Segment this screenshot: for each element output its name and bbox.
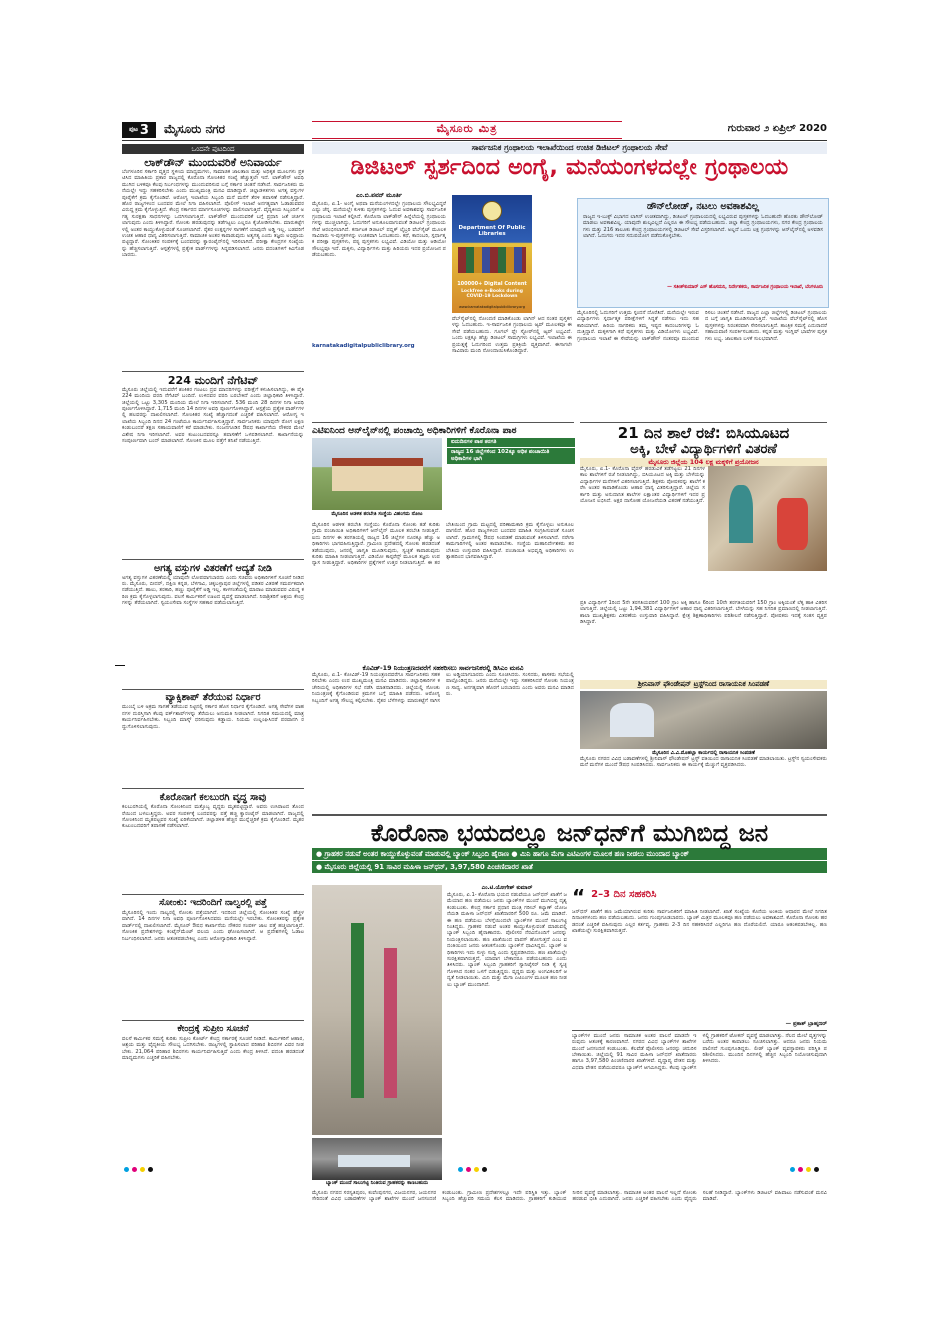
school-body: ಮೈಸೂರು, ಏ.1- ಕೊರೊನಾ ವೈರಸ್ ಹರಡುವಿಕೆ ತಡೆಗಟ್ಟಲು 21 ದಿನಗಳ ಕಾಲ ಶಾಲೆಗಳಿಗೆ ರಜೆ ನೀಡಲಾಗಿದ್ದು, ಬಿಸಿಯೂಟದ ಅಕ್ಕಿ ಮತ್ತು ಬೇಳೆಯನ್ನು ವಿದ್ಯಾರ್ಥಿಗಳ ಮನೆಗಳಿಗೆ ವಿತರಿಸಲಾಗುತ್ತಿದೆ. ಶಿಕ್ಷಕರು ಪೋಷಕರನ್ನು ಶಾಲೆಗೆ ಕರೆಸಿ ಅಂತರ ಕಾಪಾಡಿಕೊಂಡು ಆಹಾರ ಧಾನ್ಯ ವಿತರಿಸುತ್ತಿದ್ದಾರೆ. ಜಿಲ್ಲೆಯ ಸರ್ಕಾರಿ ಮತ್ತು ಅನುದಾನಿತ ಶಾಲೆಗಳ ಲಕ್ಷಾಂತರ ವಿದ್ಯಾರ್ಥಿಗಳಿಗೆ ಇದರ ಪ್ರಯೋಜನ ಲಭಿಸಿದೆ. ಅಕ್ಷರ ದಾಸೋಹ ಯೋಜನೆಯಡಿ ವಿತರಣೆ ನಡೆಯುತ್ತಿದೆ. bbox=[580, 466, 705, 505]
story-supreme-body: ವಲಸೆ ಕಾರ್ಮಿಕರ ಸಮಸ್ಯೆ ಕುರಿತು ಸುಪ್ರೀಂ ಕೋರ್ಟ್ ಕೇಂದ್ರ ಸರ್ಕಾರಕ್ಕೆ ಸೂಚನೆ ನೀಡಿದೆ. ಕಾರ್ಮಿಕರಿಗೆ ಆಹಾರ, ಆಶ್ರಯ ಮತ್ತು ವೈದ್ಯಕೀಯ ಸೌಲಭ್ಯ ಒದಗಿಸಬೇಕು. ರಾಜ್ಯಗಳಲ್ಲಿ ಸ್ಥಾಪಿಸಲಾದ ಪರಿಹಾರ ಶಿಬಿರಗಳ ವಿವರ ನೀಡಬೇಕು. 21,064 ಪರಿಹಾರ ಶಿಬಿರಗಳು ಕಾರ್ಯನಿರ್ವಹಿಸುತ್ತಿವೆ ಎಂದು ಕೇಂದ್ರ ತಿಳಿಸಿದೆ. ವದಂತಿ ಹರಡದಂತೆ ಮಾಧ್ಯಮಗಳು ಎಚ್ಚರಿಕೆ ವಹಿಸಬೇಕು. bbox=[122, 1035, 304, 1061]
panchayat-photo-caption-wrap bbox=[312, 511, 442, 517]
books-illustration-icon bbox=[458, 247, 526, 273]
panchayat-photo-caption: ಮೈಸೂರಿನ ಆಡಳಿತ ತರಬೇತಿ ಸಂಸ್ಥೆಯ ವಿಹಂಗಮ ನೋಟ bbox=[331, 511, 423, 517]
school-caption-wrap bbox=[580, 750, 827, 804]
paper-logo: ಮೈಸೂರು ಮಿತ್ರ bbox=[312, 121, 622, 139]
story-death-body: ಕಲಬುರಗಿಯಲ್ಲಿ ಕೊರೊನಾ ಸೋಂಕಿನಿಂದ ಮತ್ತೊಬ್ಬ ವೃದ್ಧರು ಮೃತಪಟ್ಟಿದ್ದಾರೆ. ಅವರು ಉಸಿರಾಟದ ತೊಂದರೆಯಿಂದ ಬಳಲುತ್ತಿದ್ದರು. ಅವರ ಸಂಪರ್ಕಕ್ಕೆ ಬಂದವರನ್ನು ಪತ್ತೆ ಹಚ್ಚಿ ಕ್ವಾರಂಟೈನ್ ಮಾಡಲಾಗಿದೆ. ರಾಜ್ಯದಲ್ಲಿ ಸೋಂಕಿನಿಂದ ಮೃತಪಟ್ಟವರ ಸಂಖ್ಯೆ ಏರಿಕೆಯಾಗಿದೆ. ಜಿಲ್ಲಾಡಳಿತ ಹೆಚ್ಚಿನ ಮುನ್ನೆಚ್ಚರಿಕೆ ಕ್ರಮ ಕೈಗೊಂಡಿದೆ. ಮೃತರ ಕುಟುಂಬದವರಿಗೆ ತಪಾಸಣೆ ನಡೆಸಲಾಗಿದೆ. bbox=[122, 804, 304, 830]
bank-queue-photo bbox=[312, 885, 442, 1135]
spray-photo-caption: ಮೈಸೂರಿನ ವಿ.ವಿ.ಮೊಹಲ್ಲಾ ಕಾರ್ಯದಲ್ಲಿ ರಾಸಾಯನಿಕ ಸಿಂಪಡಣೆ bbox=[652, 750, 755, 756]
jan-dhan-strap-3-text: ಮೈಸೂರು ಜಿಲ್ಲೆಯಲ್ಲಿ 91 ಸಾವಿರ ಮಹಿಳಾ ಜನ್‌ಧನ್, 3,97,580 ಪಿಂಚಣಿದಾರರ ಖಾತೆ bbox=[324, 862, 533, 871]
panchayat-body-2: ಮೈಸೂರು, ಏ.1- ಕೋವಿಡ್-19 ನಿಯಂತ್ರಣದವರೆಗೂ ಸಾರ್ವಜನಿಕರು ಸಹಕರಿಸಬೇಕು ಎಂದು ಉಪ ಮುಖ್ಯಮಂತ್ರಿ ಮನವಿ ಮಾಡಿದರು. ಜಿಲ್ಲಾಧಿಕಾರಿಗಳ ಕಚೇರಿಯಲ್ಲಿ ಅಧಿಕಾರಿಗಳ ಸಭೆ ನಡೆಸಿ ಮಾತನಾಡಿದರು. ಜಿಲ್ಲೆಯಲ್ಲಿ ಸೋಂಕು ನಿಯಂತ್ರಣಕ್ಕೆ ಕೈಗೊಂಡಿರುವ ಕ್ರಮಗಳ ಬಗ್ಗೆ ಮಾಹಿತಿ ಪಡೆದರು. ಆರೋಗ್ಯ ಸಿಬ್ಬಂದಿಗೆ ಅಗತ್ಯ ಸೌಲಭ್ಯ ಕಲ್ಪಿಸಬೇಕು. ರೈತರ ಬೆಳೆಗಳನ್ನು ಮಾರುಕಟ್ಟೆಗೆ ಸಾಗಿಸಲು ಅಡ್ಡಿಯಾಗಬಾರದು ಎಂದು ಸೂಚಿಸಿದರು. ಸಂಸದರು, ಶಾಸಕರು ಸಭೆಯಲ್ಲಿ ಪಾಲ್ಗೊಂಡಿದ್ದರು. ಜನರು ಮನೆಯಲ್ಲೇ ಇದ್ದು ಸಹಕರಿಸಿದರೆ ಸೋಂಕು ನಿಯಂತ್ರಣ ಸಾಧ್ಯ. ಅನಗತ್ಯವಾಗಿ ಹೊರಗೆ ಬರಬಾರದು ಎಂದು ಅವರು ಮನವಿ ಮಾಡಿದರು. bbox=[312, 672, 574, 704]
school-headline-2: ಅಕ್ಕಿ, ಬೇಳೆ ವಿದ್ಯಾರ್ಥಿಗಳಿಗೆ ವಿತರಣೆ bbox=[630, 442, 777, 458]
jan-dhan-body-3: ಮೈಸೂರು ನಗರದ ಸರಸ್ವತಿಪುರಂ, ಕುವೆಂಪುನಗರ, ವಿಜಯನಗರ, ಜಯನಗರ ಸೇರಿದಂತೆ ವಿವಿಧ ಬಡಾವಣೆಗಳ ಬ್ಯಾಂಕ್ ಶಾಖೆಗಳ ಮುಂದೆ ಜನಸಂದಣಿ ಕಂಡುಬಂತು. ಗ್ರಾಮೀಣ ಪ್ರದೇಶಗಳಲ್ಲೂ ಇದೇ ಪರಿಸ್ಥಿತಿ ಇತ್ತು. ಬ್ಯಾಂಕ್ ಸಿಬ್ಬಂದಿ ಹೆಚ್ಚುವರಿ ಸಮಯ ಕೆಲಸ ಮಾಡಿದರು. ಗ್ರಾಹಕರಿಗೆ ಕುಡಿಯುವ ನೀರಿನ ವ್ಯವಸ್ಥೆ ಮಾಡಲಾಗಿತ್ತು. ಸಾಮಾಜಿಕ ಅಂತರ ಪಾಲನೆ ಇಲ್ಲದೆ ಸೋಂಕು ಹರಡುವ ಭೀತಿ ಎದುರಾಗಿದೆ. ಜನರು ಎಚ್ಚರಿಕೆ ವಹಿಸಬೇಕು ಎಂದು ವೈದ್ಯರು ಸಲಹೆ ನೀಡಿದ್ದಾರೆ. ಬ್ಯಾಂಕ್‌ಗಳು ಡಿಜಿಟಲ್ ವಹಿವಾಟು ನಡೆಸುವಂತೆ ಮನವಿ ಮಾಡಿವೆ. bbox=[312, 1190, 827, 1203]
top-story-col1 bbox=[312, 192, 446, 349]
jan-dhan-byline: ಎಂ.ಟಿ.ಯೋಗೇಶ್ ಕುಮಾರ್ bbox=[481, 885, 533, 891]
panchayat-body-wrap bbox=[312, 522, 574, 794]
jan-dhan-bottom bbox=[312, 1190, 827, 1238]
registration-marks-center bbox=[458, 1167, 487, 1172]
story-negative-title: 224 ಮಂದಿಗೆ ನೆಗೆಟಿವ್ bbox=[167, 373, 259, 387]
jan-dhan-body-1: ಮೈಸೂರು, ಏ.1- ಕೊರೊನಾ ಭಯದ ನಡುವೆಯೂ ಜನ್‌ಧನ್ ಖಾತೆಗೆ ಜಮೆಯಾದ ಹಣ ಪಡೆಯಲು ಜನರು ಬ್ಯಾಂಕ್‌ಗಳ ಮುಂದೆ ಮುಗಿಬಿದ್ದ ದೃಶ್ಯ ಕಂಡುಬಂತು. ಕೇಂದ್ರ ಸರ್ಕಾರ ಪ್ರಧಾನ ಮಂತ್ರಿ ಗರೀಬ್ ಕಲ್ಯಾಣ್ ಯೋಜನೆಯಡಿ ಮಹಿಳಾ ಜನ್‌ಧನ್ ಖಾತೆದಾರರಿಗೆ 500 ರೂ. ಜಮೆ ಮಾಡಿದೆ. ಈ ಹಣ ಪಡೆಯಲು ಬೆಳಗ್ಗೆಯಿಂದಲೇ ಬ್ಯಾಂಕ್‌ಗಳ ಮುಂದೆ ಸಾಲುಗಟ್ಟಿ ನಿಂತಿದ್ದರು. ಗ್ರಾಹಕರ ನಡುವೆ ಅಂತರ ಕಾಯ್ದುಕೊಳ್ಳುವಂತೆ ಮಾಡುವಲ್ಲಿ ಬ್ಯಾಂಕ್ ಸಿಬ್ಬಂದಿ ಹೈರಾಣಾದರು. ಪೊಲೀಸರ ನೆರವಿನೊಂದಿಗೆ ಜನರನ್ನು ನಿಯಂತ್ರಿಸಲಾಯಿತು. ಹಣ ಖಾತೆಯಿಂದ ವಾಪಸ್ ಹೋಗುತ್ತದೆ ಎಂಬ ವದಂತಿಯಿಂದ ಜನರು ಆತಂಕಗೊಂಡು ಬ್ಯಾಂಕ್‌ಗೆ ಧಾವಿಸಿದ್ದರು. ಬ್ಯಾಂಕ್ ಅಧಿಕಾರಿಗಳು ಇದು ಸುಳ್ಳು ಸುದ್ದಿ ಎಂದು ಸ್ಪಷ್ಟಪಡಿಸಿದರು. ಹಣ ಖಾತೆಯಲ್ಲೇ ಸುರಕ್ಷಿತವಾಗಿರುತ್ತದೆ, ಯಾವಾಗ ಬೇಕಾದರೂ ಪಡೆಯಬಹುದು ಎಂದು ತಿಳಿಸಿದರು. ಬ್ಯಾಂಕ್ ಸಿಬ್ಬಂದಿ ಗ್ರಾಹಕರಿಗೆ ಸ್ಯಾನಿಟೈಸರ್ ನೀಡಿ ಕೈ ಸ್ವಚ್ಛಗೊಳಿಸಿದ ನಂತರ ಒಳಗೆ ಬಿಡುತ್ತಿದ್ದರು. ವೃದ್ಧರು ಮತ್ತು ಅಂಗವಿಕಲರಿಗೆ ಆದ್ಯತೆ ನೀಡಲಾಯಿತು. ಮಿನಿ ಮತ್ತು ಮೆಗಾ ಎಟಿಎಂಗಳ ಮೂಲಕ ಹಣ ನೀಡಲು ಬ್ಯಾಂಕ್ ಮುಂದಾಗಿದೆ. bbox=[447, 892, 567, 988]
digital-library-poster bbox=[452, 195, 532, 313]
jan-dhan-strap-3: ● ಮೈಸೂರು ಜಿಲ್ಲೆಯಲ್ಲಿ 91 ಸಾವಿರ ಮಹಿಳಾ ಜನ್‌ಧನ್, 3,97,580 ಪಿಂಚಣಿದಾರರ ಖಾತೆ bbox=[312, 861, 827, 873]
panchayat-story bbox=[312, 420, 574, 437]
school-strap: ಮೈಸೂರು ಜಿಲ್ಲೆಯ 104 ಲಕ್ಷ ಮಕ್ಕಳಿಗೆ ಪ್ರಯೋಜನ bbox=[580, 458, 827, 467]
poster-tagline: Lockfree e-Books during COVID-19 Lockdown bbox=[461, 289, 523, 299]
page-label: ಪುಟ bbox=[129, 126, 138, 133]
training-institute-photo bbox=[312, 438, 442, 510]
jan-dhan-quote-box bbox=[572, 885, 827, 1193]
panchayat-bullets bbox=[447, 438, 575, 464]
panchayat-body: ಮೈಸೂರಿನ ಆಡಳಿತ ತರಬೇತಿ ಸಂಸ್ಥೆಯು ಕೊರೊನಾ ಸೋಂಕು ತಡೆ ಕುರಿತು ಗ್ರಾಮ ಪಂಚಾಯಿತಿ ಅಧಿಕಾರಿಗಳಿಗೆ ಆನ್‌ಲೈನ್ ಮೂಲಕ ತರಬೇತಿ ನೀಡುತ್ತಿದೆ. ಐದು ದಿನಗಳ ಈ ತರಗತಿಯಲ್ಲಿ ರಾಜ್ಯದ 16 ಜಿಲ್ಲೆಗಳ ನೂರಕ್ಕೂ ಹೆಚ್ಚು ಅಧಿಕಾರಿಗಳು ಭಾಗವಹಿಸುತ್ತಿದ್ದಾರೆ. ಗ್ರಾಮೀಣ ಪ್ರದೇಶದಲ್ಲಿ ಸೋಂಕು ಹರಡದಂತೆ ತಡೆಯುವುದು, ಜನರಲ್ಲಿ ಜಾಗೃತಿ ಮೂಡಿಸುವುದು, ಸ್ವಚ್ಛತೆ ಕಾಪಾಡುವುದು ಕುರಿತು ಮಾಹಿತಿ ನೀಡಲಾಗುತ್ತಿದೆ. ವಿಡಿಯೋ ಕಾನ್ಫರೆನ್ಸ್ ಮೂಲಕ ತಜ್ಞರು ಉಪನ್ಯಾಸ ನೀಡುತ್ತಿದ್ದಾರೆ. ಅಧಿಕಾರಿಗಳ ಪ್ರಶ್ನೆಗಳಿಗೆ ಉತ್ತರ ನೀಡಲಾಗುತ್ತಿದೆ. ಈ ತರಬೇತಿಯಿಂದ ಗ್ರಾಮ ಮಟ್ಟದಲ್ಲಿ ಪರಿಣಾಮಕಾರಿ ಕ್ರಮ ಕೈಗೊಳ್ಳಲು ಅನುಕೂಲವಾಗಲಿದೆ. ಹೊರ ರಾಜ್ಯಗಳಿಂದ ಬಂದವರ ಮಾಹಿತಿ ಸಂಗ್ರಹಿಸುವಂತೆ ಸೂಚಿಸಲಾಗಿದೆ. ಗ್ರಾಮಗಳಲ್ಲಿ ಔಷಧ ಸಿಂಪಡಣೆ ಮಾಡುವಂತೆ ತಿಳಿಸಲಾಗಿದೆ. ನರೇಗಾ ಕಾಮಗಾರಿಗಳಲ್ಲಿ ಅಂತರ ಕಾಪಾಡಬೇಕು. ಸಂಸ್ಥೆಯ ಮಹಾನಿರ್ದೇಶಕರು ತರಬೇತಿಯ ಉಸ್ತುವಾರಿ ವಹಿಸಿದ್ದಾರೆ. ಪಂಚಾಯಿತಿ ಅಭಿವೃದ್ಧಿ ಅಧಿಕಾರಿಗಳು ಉತ್ಸಾಹದಿಂದ ಭಾಗವಹಿಸಿದ್ದಾರೆ. bbox=[312, 522, 574, 567]
top-story-col3 bbox=[577, 310, 827, 413]
info-box-title: ಡೌನ್‌ಲೋಡ್, ನಟಲು ಅವಕಾಶವಿಲ್ಲ bbox=[647, 201, 759, 212]
info-box-body: ರಾಜ್ಯದ ಇ-ಬುಕ್ಸ್ ವಿಭಾಗದ ಲಾಗಿನ್ ಉಚಿತವಾಗಿದ್ದು, ಡಿಜಿಟಲ್ ಗ್ರಂಥಾಲಯದಲ್ಲಿ ಲಭ್ಯವಿರುವ ಪುಸ್ತಕಗಳನ್ನು ಓದಬಹುದೇ ಹೊರತು ಡೌನ್‌ಲೋಡ್ ಮಾಡಲು ಅವಕಾಶವಿಲ್ಲ. ಯಾವುದೇ ಶುಲ್ಕವಿಲ್ಲದೆ ಎಲ್ಲರೂ ಈ ಸೌಲಭ್ಯ ಪಡೆಯಬಹುದು. ಜಿಲ್ಲಾ ಕೇಂದ್ರ ಗ್ರಂಥಾಲಯಗಳು, ನಗರ ಕೇಂದ್ರ ಗ್ರಂಥಾಲಯಗಳು ಮತ್ತು 216 ತಾಲೂಕು ಕೇಂದ್ರ ಗ್ರಂಥಾಲಯಗಳಲ್ಲಿ ಡಿಜಿಟಲ್ ಸೇವೆ ವಿಸ್ತರಿಸಲಾಗಿದೆ. ಅಲ್ಲದೆ ಒಂದು ಲಕ್ಷ ಗ್ರಂಥಗಳನ್ನು ಆನ್‌ಲೈನ್‌ನಲ್ಲಿ ಅಳವಡಿಸಲಾಗಿದೆ. ಓದುಗರು ಇದರ ಸದುಪಯೋಗ ಪಡೆದುಕೊಳ್ಳಬೇಕು. bbox=[583, 214, 823, 240]
story-infection-body: ಮೈಸೂರಿನಲ್ಲಿ ಇಂದು ನಾಲ್ವರಲ್ಲಿ ಸೋಂಕು ಪತ್ತೆಯಾಗಿದೆ. ಇದರಿಂದ ಜಿಲ್ಲೆಯಲ್ಲಿ ಸೋಂಕಿತರ ಸಂಖ್ಯೆ ಹೆಚ್ಚಳವಾಗಿದೆ. 14 ದಿನಗಳ ನಿಗಾ ಅವಧಿ ಪೂರ್ಣಗೊಳಿಸಿದವರು ಮನೆಯಲ್ಲೇ ಇರಬೇಕು. ಸೋಂಕಿತರನ್ನು ಪ್ರತ್ಯೇಕ ವಾರ್ಡ್‌ನಲ್ಲಿ ದಾಖಲಿಸಲಾಗಿದೆ. ಮೈಸೂರ್ ಔಷಧ ಕಾರ್ಖಾನೆಯ ನೌಕರರ ಸಂಪರ್ಕ ಜಾಲ ಪತ್ತೆ ಹಚ್ಚಲಾಗುತ್ತಿದೆ. ಸೋಂಕಿತ ಪ್ರದೇಶಗಳನ್ನು ಕಂಟೈನ್‌ಮೆಂಟ್ ವಲಯ ಎಂದು ಘೋಷಿಸಲಾಗಿದೆ. ಆ ಪ್ರದೇಶಗಳಲ್ಲಿ ಓಡಾಟ ನಿರ್ಬಂಧಿಸಲಾಗಿದೆ. ಜನರು ಆತಂಕಪಡಬೇಕಿಲ್ಲ ಎಂದು ಆರೋಗ್ಯಾಧಿಕಾರಿ ತಿಳಿಸಿದ್ದಾರೆ. bbox=[122, 909, 304, 942]
panchayat-headline: ಎಟಿಐನಿಂದ ಆನ್‌ಲೈನ್‌ನಲ್ಲಿ ಪಂಚಾಯ್ತಿ ಅಧಿಕಾರಿಗಳಿಗೆ ಕೊರೊನಾ ಪಾಠ bbox=[312, 425, 517, 437]
panchayat-subhead: ಕೊವಿಡ್-19 ನಿಯಂತ್ರಣದವರೆಗೆ ಸಹಕರಿಸಲು ಸಾರ್ವಜನಿಕರಲ್ಲಿ ಡಿಸಿಎಂ ಮನವಿ bbox=[362, 664, 524, 672]
jan-dhan-col1 bbox=[447, 885, 567, 1138]
quote-signature: — ಪ್ರಕಾಶ್ ಬ್ರಾಹ್ಮಣರ್ bbox=[785, 1021, 827, 1027]
library-web-link[interactable]: karnatakadigitalpubliclibrary.org bbox=[312, 343, 415, 349]
masthead bbox=[122, 120, 827, 141]
story-workshop-title: ವ್ಯಾಕ್ಸಿಶಾಪ್ ತೆರೆಯುವ ನಿರ್ಧಾರ bbox=[165, 692, 261, 704]
quote-body: ಜನ್‌ಧನ್ ಖಾತೆಗೆ ಹಣ ಜಮೆಯಾಗಿರುವ ಕುರಿತು ಸಾರ್ವಜನಿಕರಿಗೆ ಮಾಹಿತಿ ನೀಡಲಾಗಿದೆ. ಖಾತೆ ಸಂಖ್ಯೆಯ ಕೊನೆಯ ಅಂಕಿಯ ಆಧಾರದ ಮೇಲೆ ನಿಗದಿತ ದಿನಾಂಕಗಳಂದು ಹಣ ಪಡೆಯಬಹುದು. ಜನರು ಗುಂಪುಗೂಡಬಾರದು. ಬ್ಯಾಂಕ್ ಮಿತ್ರರ ಮೂಲಕವೂ ಹಣ ಪಡೆಯಲು ಅವಕಾಶವಿದೆ. ಕೊರೊನಾ ಸೋಂಕು ಹರಡದಂತೆ ಎಚ್ಚರಿಕೆ ವಹಿಸುವುದು ಎಲ್ಲರ ಕರ್ತವ್ಯ. ಗ್ರಾಹಕರು 2-3 ದಿನ ಸಹಕರಿಸಿದರೆ ಎಲ್ಲರಿಗೂ ಹಣ ದೊರೆಯಲಿದೆ. ಯಾರೂ ಆತಂಕಪಡಬೇಕಿಲ್ಲ. ಹಣ ಖಾತೆಯಲ್ಲೇ ಸುರಕ್ಷಿತವಾಗಿರುತ್ತದೆ. bbox=[572, 909, 827, 935]
continued-box-header: ಒಂದನೇ ಪುಟದಿಂದ bbox=[122, 144, 304, 154]
quote-title: 2–3 ದಿನ ಸಹಕರಿಸಿ bbox=[591, 889, 657, 900]
top-story-body-2: ವೆಬ್‌ಸೈಟ್‌ನಲ್ಲಿ ನೋಂದಣಿ ಮಾಡಿಕೊಂಡು ಲಾಗಿನ್ ಆದ ನಂತರ ಪುಸ್ತಕಗಳನ್ನು ಓದಬಹುದು. ಇ-ಸಾರ್ವಜನಿಕ ಗ್ರಂಥಾಲಯ ಆ್ಯಪ್ ಮೂಲಕವೂ ಈ ಸೇವೆ ಪಡೆಯಬಹುದು. ಗೂಗಲ್ ಪ್ಲೇ ಸ್ಟೋರ್‌ನಲ್ಲಿ ಆ್ಯಪ್ ಲಭ್ಯವಿದೆ. ಒಂದು ಲಕ್ಷಕ್ಕೂ ಹೆಚ್ಚು ಡಿಜಿಟಲ್ ಸಾಮಗ್ರಿಗಳು ಲಭ್ಯವಿವೆ. ಇಲಾಖೆಯ ಈ ಪ್ರಯತ್ನಕ್ಕೆ ಓದುಗರಿಂದ ಉತ್ತಮ ಪ್ರತಿಕ್ರಿಯೆ ವ್ಯಕ್ತವಾಗಿದೆ. ಈಗಾಗಲೇ ಸಾವಿರಾರು ಮಂದಿ ನೋಂದಾಯಿಸಿಕೊಂಡಿದ್ದಾರೆ. bbox=[452, 316, 572, 355]
story-lockdown-title: ಲಾಕ್‌ಡೌನ್ ಮುಂದುವರಿಕೆ ಅನಿವಾರ್ಯ bbox=[144, 156, 282, 169]
spray-body: ಮೈಸೂರು ನಗರದ ವಿವಿಧ ಬಡಾವಣೆಗಳಲ್ಲಿ ಶ್ರೀನಿವಾಸ್ ಫೌಂಡೇಷನ್ ಟ್ರಸ್ಟ್ ವತಿಯಿಂದ ರಾಸಾಯನಿಕ ಸಿಂಪಡಣೆ ಮಾಡಲಾಯಿತು. ಟ್ರಸ್ಟ್‌ನ ಸ್ವಯಂಸೇವಕರು ಮನೆ ಮನೆಗಳ ಮುಂದೆ ಔಷಧ ಸಿಂಪಡಿಸಿದರು. ಸಾರ್ವಜನಿಕರು ಈ ಕಾರ್ಯಕ್ಕೆ ಮೆಚ್ಚುಗೆ ವ್ಯಕ್ತಪಡಿಸಿದರು. bbox=[580, 756, 827, 769]
story-essentials-body: ಅಗತ್ಯ ವಸ್ತುಗಳ ವಿತರಣೆಯಲ್ಲಿ ಯಾವುದೇ ಲೋಪವಾಗಬಾರದು ಎಂದು ಸಚಿವರು ಅಧಿಕಾರಿಗಳಿಗೆ ಸೂಚನೆ ನೀಡಿದರು. ಮೈಸೂರು, ಬೀದರ್, ದಕ್ಷಿಣ ಕನ್ನಡ, ಬೆಳಗಾವಿ, ಚಿಕ್ಕಬಳ್ಳಾಪುರ ಜಿಲ್ಲೆಗಳಲ್ಲಿ ಪಡಿತರ ವಿತರಣೆ ಸಮರ್ಪಕವಾಗಿ ನಡೆಯುತ್ತಿದೆ. ಹಾಲು, ತರಕಾರಿ, ಹಣ್ಣು ಪೂರೈಕೆಗೆ ಅಡ್ಡಿ ಇಲ್ಲ. ಕಾಳಸಂತೆಯಲ್ಲಿ ಮಾರಾಟ ಮಾಡುವವರ ವಿರುದ್ಧ ಕಠಿಣ ಕ್ರಮ ಕೈಗೊಳ್ಳಲಾಗುವುದು. ವಲಸೆ ಕಾರ್ಮಿಕರಿಗೆ ಊಟದ ವ್ಯವಸ್ಥೆ ಮಾಡಲಾಗಿದೆ. ನಿರಾಶ್ರಿತರಿಗೆ ಆಶ್ರಯ ಕೇಂದ್ರಗಳನ್ನು ತೆರೆಯಲಾಗಿದೆ. ಸ್ವಯಂಸೇವಾ ಸಂಸ್ಥೆಗಳ ಸಹಕಾರ ಪಡೆಯಲಾಗುತ್ತಿದೆ. bbox=[122, 574, 304, 607]
poster-department: Department Of Public Libraries bbox=[458, 225, 526, 237]
left-column bbox=[122, 144, 304, 1118]
jan-dhan-headline: ಕೊರೊನಾ ಭಯದಲ್ಲೂ ಜನ್‌ಧನ್‌ಗೆ ಮುಗಿಬಿದ್ದ ಜನ bbox=[370, 818, 769, 847]
school-subhead: ಶ್ರೀನಿವಾಸ್ ಫೌಂಡೇಷನ್ ಟ್ರಸ್ಟ್‌ನಿಂದ ರಾಸಾಯನಿಕ ಸಿಂಪಡಣೆ bbox=[580, 680, 827, 689]
top-story-body-1: ಮೈಸೂರು, ಏ.1- ಅಂಗೈ ಅಥವಾ ಮನೆಯಂಗಳದಲ್ಲೇ ಗ್ರಂಥಾಲಯ ಸೌಲಭ್ಯವಿದ್ದರೆ ಎಷ್ಟು ಚೆನ್ನ. ಮನೆಯಲ್ಲೇ ಕುಳಿತು ಪುಸ್ತಕಗಳನ್ನು ಓದುವ ಅವಕಾಶವನ್ನು ಸಾರ್ವಜನಿಕ ಗ್ರಂಥಾಲಯ ಇಲಾಖೆ ಕಲ್ಪಿಸಿದೆ. ಕೊರೊನಾ ಲಾಕ್‌ಡೌನ್ ಹಿನ್ನೆಲೆಯಲ್ಲಿ ಗ್ರಂಥಾಲಯಗಳನ್ನು ಮುಚ್ಚಲಾಗಿದ್ದು, ಓದುಗರಿಗೆ ಅನುಕೂಲವಾಗುವಂತೆ ಡಿಜಿಟಲ್ ಗ್ರಂಥಾಲಯ ಸೇವೆ ಆರಂಭಿಸಲಾಗಿದೆ. ಕರ್ನಾಟಕ ಡಿಜಿಟಲ್ ಪಬ್ಲಿಕ್ ಲೈಬ್ರರಿ ವೆಬ್‌ಸೈಟ್ ಮೂಲಕ ಸಾವಿರಾರು ಇ-ಪುಸ್ತಕಗಳನ್ನು ಉಚಿತವಾಗಿ ಓದಬಹುದು. ಕಥೆ, ಕಾದಂಬರಿ, ಸ್ಪರ್ಧಾತ್ಮಕ ಪರೀಕ್ಷಾ ಪುಸ್ತಕಗಳು, ಪಠ್ಯ ಪುಸ್ತಕಗಳು ಲಭ್ಯವಿವೆ. ವಿಡಿಯೋ ಮತ್ತು ಆಡಿಯೋ ಸೌಲಭ್ಯವೂ ಇದೆ. ಮಕ್ಕಳು, ವಿದ್ಯಾರ್ಥಿಗಳು ಮತ್ತು ಹಿರಿಯರು ಇದರ ಪ್ರಯೋಜನ ಪಡೆಯಬಹುದು. bbox=[312, 201, 446, 259]
school-body2-wrap bbox=[580, 600, 827, 689]
top-story-byline: ಎಂ.ಬಿ.ಪವನ್ ಮೂರ್ತಿ bbox=[356, 192, 402, 199]
registration-marks-left bbox=[124, 1167, 153, 1172]
bank-photo-caption: ಬ್ಯಾಂಕ್ ಮುಂದೆ ಸಾಲುಗಟ್ಟಿ ನಿಂತಿರುವ ಗ್ರಾಹಕರನ್ನು ಕಾಣಬಹುದು bbox=[325, 1180, 429, 1186]
newspaper-page bbox=[122, 120, 827, 1203]
story-workshop-body: ಮುಂಬೈ ಬಳಿ ಅಕ್ರಮ ಸಾಗಣೆ ತಡೆಯುವ ನಿಟ್ಟಿನಲ್ಲಿ ಸರ್ಕಾರ ಹೊಸ ನಿರ್ಧಾರ ಕೈಗೊಂಡಿದೆ. ಅಗತ್ಯ ಸೇವೆಗಳ ವಾಹನಗಳ ದುರಸ್ತಿಗಾಗಿ ಕೆಲವು ವರ್ಕ್‌ಶಾಪ್‌ಗಳನ್ನು ತೆರೆಯಲು ಅನುಮತಿ ನೀಡಲಾಗಿದೆ. ನಿಗದಿತ ಸಮಯದಲ್ಲಿ ಮಾತ್ರ ಕಾರ್ಯನಿರ್ವಹಿಸಬೇಕು. ಸಿಬ್ಬಂದಿ ಮಾಸ್ಕ್ ಧರಿಸುವುದು ಕಡ್ಡಾಯ. ನಿಯಮ ಉಲ್ಲಂಘಿಸಿದರೆ ಪರವಾನಗಿ ರದ್ದುಗೊಳಿಸಲಾಗುವುದು. bbox=[122, 704, 304, 730]
jan-dhan-story bbox=[312, 812, 827, 873]
story-supreme-title: ಕೇಂದ್ರಕ್ಕೆ ಸುಪ್ರೀಂ ಸೂಚನೆ bbox=[177, 1023, 249, 1034]
jan-dhan-strap-1: ● ಗ್ರಾಹಕರ ನಡುವೆ ಅಂತರ ಕಾಯ್ದುಕೊಳ್ಳುವಂತೆ ಮಾಡುವಲ್ಲಿ ಬ್ಯಾಂಕ್ ಸಿಬ್ಬಂದಿ ಹೈರಾಣ ● ಮಿನಿ ಹಾಗೂ ಮೆಗಾ ಎಟಿಎಂಗಳ ಮೂಲಕ ಹಣ ನೀಡಲು ಮುಂದಾದ ಬ್ಯಾಂಕ್ bbox=[312, 848, 827, 860]
top-story-col2 bbox=[452, 316, 572, 414]
top-story bbox=[312, 142, 827, 182]
sanitizer-spray-photo bbox=[580, 691, 827, 749]
top-story-headline: ಡಿಜಿಟಲ್ ಸ್ಪರ್ಶದಿಂದ ಅಂಗೈ, ಮನೆಯಂಗಳದಲ್ಲೇ ಗ್ರಂಥಾಲಯ bbox=[350, 155, 789, 180]
ration-distribution-photo bbox=[708, 466, 827, 571]
info-box bbox=[577, 198, 829, 308]
jan-dhan-strap-1-text: ಗ್ರಾಹಕರ ನಡುವೆ ಅಂತರ ಕಾಯ್ದುಕೊಳ್ಳುವಂತೆ ಮಾಡುವಲ್ಲಿ ಬ್ಯಾಂಕ್ ಸಿಬ್ಬಂದಿ ಹೈರಾಣ bbox=[324, 849, 509, 858]
story-infection-title: ಸೋಂಕು: ಇದರಿಂದಿಗೆ ನಾಲ್ವರಲ್ಲಿ ಪತ್ತೆ bbox=[159, 897, 267, 908]
school-body-wrap bbox=[580, 466, 705, 600]
school-body-2: ಪ್ರತಿ ವಿದ್ಯಾರ್ಥಿಗೆ 1ರಿಂದ 5ನೇ ತರಗತಿಯವರಿಗೆ 100 ಗ್ರಾಂ ಅಕ್ಕಿ ಹಾಗೂ 6ರಿಂದ 10ನೇ ತರಗತಿಯವರಿಗೆ 150 ಗ್ರಾಂ ಅಕ್ಕಿಯಂತೆ ಲೆಕ್ಕ ಹಾಕಿ ವಿತರಿಸಲಾಗುತ್ತಿದೆ. ಜಿಲ್ಲೆಯಲ್ಲಿ ಒಟ್ಟು 1,94,381 ವಿದ್ಯಾರ್ಥಿಗಳಿಗೆ ಆಹಾರ ಧಾನ್ಯ ವಿತರಿಸಲಾಗುತ್ತಿದೆ. ಬೇಳೆಯನ್ನು ಸಹ ನಿಗದಿತ ಪ್ರಮಾಣದಲ್ಲಿ ನೀಡಲಾಗುತ್ತಿದೆ. ಶಾಲಾ ಮುಖ್ಯಶಿಕ್ಷಕರು ವಿತರಣೆಯ ಉಸ್ತುವಾರಿ ವಹಿಸಿದ್ದಾರೆ. ಕ್ಷೇತ್ರ ಶಿಕ್ಷಣಾಧಿಕಾರಿಗಳು ಪರಿಶೀಲನೆ ನಡೆಸುತ್ತಿದ್ದಾರೆ. ಪೋಷಕರು ಇದಕ್ಕೆ ಸಂತಸ ವ್ಯಕ್ತಪಡಿಸಿದ್ದಾರೆ. bbox=[580, 600, 827, 626]
story-negative-body: ಮೈಸೂರು ಜಿಲ್ಲೆಯಲ್ಲಿ ಇದುವರೆಗೆ ಶಂಕಿತರ ಗಂಟಲು ದ್ರವ ಮಾದರಿಗಳನ್ನು ಪರೀಕ್ಷೆಗೆ ಕಳುಹಿಸಲಾಗಿದ್ದು, ಈ ಪೈಕಿ 224 ಮಂದಿಯ ವರದಿ ನೆಗೆಟಿವ್ ಬಂದಿದೆ. ಉಳಿದವರ ವರದಿ ಬರಬೇಕಿದೆ ಎಂದು ಜಿಲ್ಲಾಧಿಕಾರಿ ತಿಳಿಸಿದ್ದಾರೆ. ಜಿಲ್ಲೆಯಲ್ಲಿ ಒಟ್ಟು 3,305 ಮಂದಿಯ ಮೇಲೆ ನಿಗಾ ಇರಿಸಲಾಗಿದೆ. 536 ಮಂದಿ 28 ದಿನಗಳ ನಿಗಾ ಅವಧಿ ಪೂರ್ಣಗೊಳಿಸಿದ್ದಾರೆ. 1,715 ಮಂದಿ 14 ದಿನಗಳ ಅವಧಿ ಪೂರ್ಣಗೊಳಿಸಿದ್ದಾರೆ. ಆಸ್ಪತ್ರೆಯ ಪ್ರತ್ಯೇಕ ವಾರ್ಡ್‌ಗಳಲ್ಲಿ ಹಲವರನ್ನು ದಾಖಲಿಸಲಾಗಿದೆ. ಸೋಂಕಿತರ ಸಂಖ್ಯೆ ಹೆಚ್ಚಾಗದಂತೆ ಎಚ್ಚರಿಕೆ ವಹಿಸಲಾಗಿದೆ. ಆರೋಗ್ಯ ಇಲಾಖೆಯ ಸಿಬ್ಬಂದಿ ದಿನದ 24 ಗಂಟೆಯೂ ಕಾರ್ಯನಿರ್ವಹಿಸುತ್ತಿದ್ದಾರೆ. ಸಾರ್ವಜನಿಕರು ಯಾವುದೇ ರೋಗ ಲಕ್ಷಣ ಕಂಡುಬಂದರೆ ತಕ್ಷಣ ಸಹಾಯವಾಣಿಗೆ ಕರೆ ಮಾಡಬೇಕು. ನಂಜನಗೂಡಿನ ಔಷಧ ಕಾರ್ಖಾನೆಯ ನೌಕರರ ಮೇಲೆ ವಿಶೇಷ ನಿಗಾ ಇರಿಸಲಾಗಿದೆ. ಅವರ ಕುಟುಂಬದವರನ್ನೂ ತಪಾಸಣೆಗೆ ಒಳಪಡಿಸಲಾಗಿದೆ. ಕಾರ್ಖಾನೆಯನ್ನು ಸಂಪೂರ್ಣವಾಗಿ ಬಂದ್ ಮಾಡಲಾಗಿದೆ. ಸೋಂಕಿನ ಮೂಲ ಪತ್ತೆಗೆ ತನಿಖೆ ನಡೆಯುತ್ತಿದೆ. bbox=[122, 386, 304, 445]
government-seal-icon bbox=[482, 201, 502, 221]
poster-count: 100000+ Digital Content bbox=[457, 281, 527, 287]
jan-dhan-body-2: ಬ್ಯಾಂಕ್‌ಗಳ ಮುಂದೆ ಜನರು ಸಾಮಾಜಿಕ ಅಂತರ ಪಾಲನೆ ಮಾಡದೇ ಇರುವುದು ಆತಂಕಕ್ಕೆ ಕಾರಣವಾಗಿದೆ. ನಗರದ ವಿವಿಧ ಬ್ಯಾಂಕ್‌ಗಳ ಶಾಖೆಗಳ ಮುಂದೆ ಜನಸಂದಣಿ ಕಂಡುಬಂತು. ಕೆಲವೆಡೆ ಪೊಲೀಸರು ಜನರನ್ನು ಚದುರಿಸಬೇಕಾಯಿತು. ಜಿಲ್ಲೆಯಲ್ಲಿ 91 ಸಾವಿರ ಮಹಿಳಾ ಜನ್‌ಧನ್ ಖಾತೆದಾರರು ಹಾಗೂ 3,97,580 ಪಿಂಚಣಿದಾರರ ಖಾತೆಗಳಿವೆ. ವೃದ್ಧಾಪ್ಯ ವೇತನ ಮತ್ತು ವಿಧವಾ ವೇತನ ಪಡೆಯುವವರೂ ಬ್ಯಾಂಕ್‌ಗೆ ಆಗಮಿಸಿದ್ದರು. ಕೆಲವು ಬ್ಯಾಂಕ್‌ಗಳಲ್ಲಿ ಗ್ರಾಹಕರಿಗೆ ಟೋಕನ್ ವ್ಯವಸ್ಥೆ ಮಾಡಲಾಗಿತ್ತು. ನೆಲದ ಮೇಲೆ ವೃತ್ತಗಳನ್ನು ಬರೆದು ಅಂತರ ಕಾಪಾಡಲು ಸೂಚಿಸಲಾಗಿತ್ತು. ಆದರೂ ಜನರು ನಿಯಮ ಪಾಲಿಸದೆ ಗುಂಪುಗೂಡಿದ್ದರು. ಲೀಡ್ ಬ್ಯಾಂಕ್ ವ್ಯವಸ್ಥಾಪಕರು ಪರಿಸ್ಥಿತಿ ಪರಿಶೀಲಿಸಿದರು. ಮುಂದಿನ ದಿನಗಳಲ್ಲಿ ಹೆಚ್ಚಿನ ಸಿಬ್ಬಂದಿ ನಿಯೋಜಿಸುವುದಾಗಿ ತಿಳಿಸಿದರು. bbox=[572, 1032, 827, 1071]
section-title: ಮೈಸೂರು ನಗರ bbox=[164, 122, 226, 136]
bank-caption-wrap bbox=[312, 1180, 442, 1186]
registration-marks-right bbox=[790, 1167, 819, 1172]
poster-url: www.karnatakadigitalpubliclibrary.org bbox=[459, 305, 525, 309]
top-story-body-3: ಮೈಸೂರಿನಲ್ಲಿ ಓದುಗರಿಗೆ ಉತ್ತಮ ಸ್ಪಂದನೆ ದೊರೆತಿದೆ. ಮನೆಯಲ್ಲೇ ಇರುವ ವಿದ್ಯಾರ್ಥಿಗಳು ಸ್ಪರ್ಧಾತ್ಮಕ ಪರೀಕ್ಷೆಗಳಿಗೆ ಸಿದ್ಧತೆ ನಡೆಸಲು ಇದು ಸಹಕಾರಿಯಾಗಿದೆ. ಹಿರಿಯ ನಾಗರಿಕರು ತಮ್ಮ ಇಷ್ಟದ ಕಾದಂಬರಿಗಳನ್ನು ಓದುತ್ತಿದ್ದಾರೆ. ಮಕ್ಕಳಿಗಾಗಿ ಕಥೆ ಪುಸ್ತಕಗಳು ಮತ್ತು ವಿಡಿಯೋಗಳು ಲಭ್ಯವಿವೆ. ಗ್ರಂಥಾಲಯ ಇಲಾಖೆ ಈ ಸೇವೆಯನ್ನು ಲಾಕ್‌ಡೌನ್ ನಂತರವೂ ಮುಂದುವರಿಸಲು ಚಿಂತನೆ ನಡೆಸಿದೆ. ರಾಜ್ಯದ ಎಲ್ಲಾ ಜಿಲ್ಲೆಗಳಲ್ಲಿ ಡಿಜಿಟಲ್ ಗ್ರಂಥಾಲಯದ ಬಗ್ಗೆ ಜಾಗೃತಿ ಮೂಡಿಸಲಾಗುತ್ತಿದೆ. ಇಲಾಖೆಯ ವೆಬ್‌ಸೈಟ್‌ನಲ್ಲಿ ಹೊಸ ಪುಸ್ತಕಗಳನ್ನು ನಿರಂತರವಾಗಿ ಸೇರಿಸಲಾಗುತ್ತಿದೆ. ತಾಂತ್ರಿಕ ಸಮಸ್ಯೆ ಎದುರಾದರೆ ಸಹಾಯವಾಣಿ ಸಂಪರ್ಕಿಸಬಹುದು. ಕನ್ನಡ ಮತ್ತು ಇಂಗ್ಲಿಷ್ ಭಾಷೆಗಳ ಪುಸ್ತಕಗಳು ಲಭ್ಯ. ಜಾಲತಾಣ ಬಳಕೆ ಸುಲಭವಾಗಿದೆ. bbox=[577, 310, 827, 342]
page-number: 3 bbox=[139, 122, 149, 138]
story-lockdown-body: ಬೆಂಗಳೂರಿನ ಸರ್ಕಾರಿ ವೃತ್ತದ ಸ್ಥಳೀಯ ಮಾಧ್ಯಮಗಳು, ಸಾಮಾಜಿಕ ಜಾಲತಾಣ ಮತ್ತು ಅಧಿಕೃತ ಮೂಲಗಳು ಪ್ರಕಟಿಸಿದ ಮಾಹಿತಿಯ ಪ್ರಕಾರ ರಾಜ್ಯದಲ್ಲಿ ಕೊರೊನಾ ಸೋಂಕಿತರ ಸಂಖ್ಯೆ ಹೆಚ್ಚುತ್ತಲೇ ಇದೆ. ಲಾಕ್‌ಡೌನ್ ಅವಧಿ ಮುಗಿದ ಬಳಿಕವೂ ಕೆಲವು ನಿರ್ಬಂಧಗಳನ್ನು ಮುಂದುವರಿಸುವ ಬಗ್ಗೆ ಸರ್ಕಾರ ಚಿಂತನೆ ನಡೆಸಿದೆ. ಸಾರ್ವಜನಿಕರು ಮನೆಯಲ್ಲೇ ಇದ್ದು ಸಹಕರಿಸಬೇಕು ಎಂದು ಮುಖ್ಯಮಂತ್ರಿ ಮನವಿ ಮಾಡಿದ್ದಾರೆ. ಜಿಲ್ಲಾಡಳಿತಗಳು ಅಗತ್ಯ ವಸ್ತುಗಳ ಪೂರೈಕೆಗೆ ಕ್ರಮ ಕೈಗೊಂಡಿವೆ. ಆರೋಗ್ಯ ಇಲಾಖೆಯ ಸಿಬ್ಬಂದಿ ಮನೆ ಮನೆಗೆ ತೆರಳಿ ತಪಾಸಣೆ ನಡೆಸುತ್ತಿದ್ದಾರೆ. ಹೊರ ರಾಜ್ಯಗಳಿಂದ ಬಂದವರ ಮೇಲೆ ನಿಗಾ ವಹಿಸಲಾಗಿದೆ. ಪೊಲೀಸ್ ಇಲಾಖೆ ಅನಗತ್ಯವಾಗಿ ಓಡಾಡುವವರ ವಿರುದ್ಧ ಕ್ರಮ ಕೈಗೊಳ್ಳುತ್ತಿದೆ. ಕೇಂದ್ರ ಸರ್ಕಾರದ ಮಾರ್ಗಸೂಚಿಗಳನ್ನು ಪಾಲಿಸಲಾಗುತ್ತಿದೆ. ವೈದ್ಯಕೀಯ ಸಿಬ್ಬಂದಿಗೆ ಅಗತ್ಯ ಸುರಕ್ಷತಾ ಸಾಧನಗಳನ್ನು ಒದಗಿಸಲಾಗುತ್ತಿದೆ. ಲಾಕ್‌ಡೌನ್ ಮುಂದುವರಿಕೆ ಬಗ್ಗೆ ಪ್ರಧಾನಿ ಜತೆ ಚರ್ಚಿಸಲಾಗುವುದು ಎಂದು ತಿಳಿಸಿದ್ದಾರೆ. ಸೋಂಕು ಹರಡುವುದನ್ನು ತಡೆಗಟ್ಟಲು ಎಲ್ಲರೂ ಕೈಜೋಡಿಸಬೇಕು. ಮಾರುಕಟ್ಟೆಗಳಲ್ಲಿ ಅಂತರ ಕಾಯ್ದುಕೊಳ್ಳುವಂತೆ ಸೂಚಿಸಲಾಗಿದೆ. ರೈತರ ಉತ್ಪನ್ನಗಳ ಸಾಗಣೆಗೆ ಯಾವುದೇ ಅಡ್ಡಿ ಇಲ್ಲ. ಬಡವರಿಗೆ ಉಚಿತ ಆಹಾರ ಧಾನ್ಯ ವಿತರಿಸಲಾಗುತ್ತಿದೆ. ಸಾಮಾಜಿಕ ಅಂತರ ಕಾಪಾಡುವುದು ಅತ್ಯಗತ್ಯ ಎಂದು ತಜ್ಞರು ಅಭಿಪ್ರಾಯಪಟ್ಟಿದ್ದಾರೆ. ಸೋಂಕಿತರ ಸಂಪರ್ಕಕ್ಕೆ ಬಂದವರನ್ನು ಕ್ವಾರಂಟೈನ್‌ನಲ್ಲಿ ಇರಿಸಲಾಗಿದೆ. ಪರೀಕ್ಷಾ ಕೇಂದ್ರಗಳ ಸಂಖ್ಯೆಯನ್ನು ಹೆಚ್ಚಿಸಲಾಗುತ್ತಿದೆ. ಆಸ್ಪತ್ರೆಗಳಲ್ಲಿ ಪ್ರತ್ಯೇಕ ವಾರ್ಡ್‌ಗಳನ್ನು ಸಿದ್ಧಪಡಿಸಲಾಗಿದೆ. ಜನರು ವದಂತಿಗಳಿಗೆ ಕಿವಿಗೊಡಬಾರದು. bbox=[122, 169, 304, 259]
quote-mark-icon: “ bbox=[572, 885, 586, 909]
story-death-title: ಕೊರೊನಾಗೆ ಕಲಬುರಗಿ ವೃದ್ಧ ಸಾವು bbox=[159, 792, 267, 804]
info-box-signature: — ಸತೀಶ್‌ಕುಮಾರ್ ಎಸ್ ಹೊಸಮನಿ, ನಿರ್ದೇಶಕರು, ಸಾರ್ವಜನಿಕ ಗ್ರಂಥಾಲಯ ಇಲಾಖೆ, ಬೆಂಗಳೂರು bbox=[667, 285, 823, 290]
issue-date: ಗುರುವಾರ ೨ ಏಪ್ರಿಲ್ 2020 bbox=[727, 123, 827, 134]
school-story bbox=[580, 420, 827, 467]
jan-dhan-strap-2-text: ಮಿನಿ ಹಾಗೂ ಮೆಗಾ ಎಟಿಎಂಗಳ ಮೂಲಕ ಹಣ ನೀಡಲು ಮುಂದಾದ ಬ್ಯಾಂಕ್ bbox=[519, 849, 690, 858]
page-badge bbox=[122, 122, 156, 138]
school-headline-1: 21 ದಿನ ಶಾಲೆ ರಜೆ: ಬಿಸಿಯೂಟದ bbox=[617, 424, 790, 443]
story-essentials-title: ಅಗತ್ಯ ವಸ್ತುಗಳ ವಿತರಣೆಗೆ ಆದ್ಯತೆ ನೀಡಿ bbox=[153, 562, 272, 574]
panchayat-bullet-2: ರಾಜ್ಯದ 16 ಜಿಲ್ಲೆಗಳಿಂದ 102ಕ್ಕೂ ಅಧಿಕ ಪಂಚಾಯಿತಿ ಅಧಿಕಾರಿಗಳ ಭಾಗಿ bbox=[447, 448, 575, 464]
top-story-strap: ಸಾರ್ವಜನಿಕ ಗ್ರಂಥಾಲಯ ಇಲಾಖೆಯಿಂದ ಉಚಿತ ಡಿಜಿಟಲ್ ಗ್ರಂಥಾಲಯ ಸೇವೆ bbox=[312, 142, 827, 154]
fold-mark bbox=[115, 665, 125, 666]
panchayat-bullet-1: ಐದುದಿನಗಳ ಪಾಠ ತರಗತಿ bbox=[447, 438, 575, 447]
bank-counter-photo bbox=[312, 1138, 442, 1180]
